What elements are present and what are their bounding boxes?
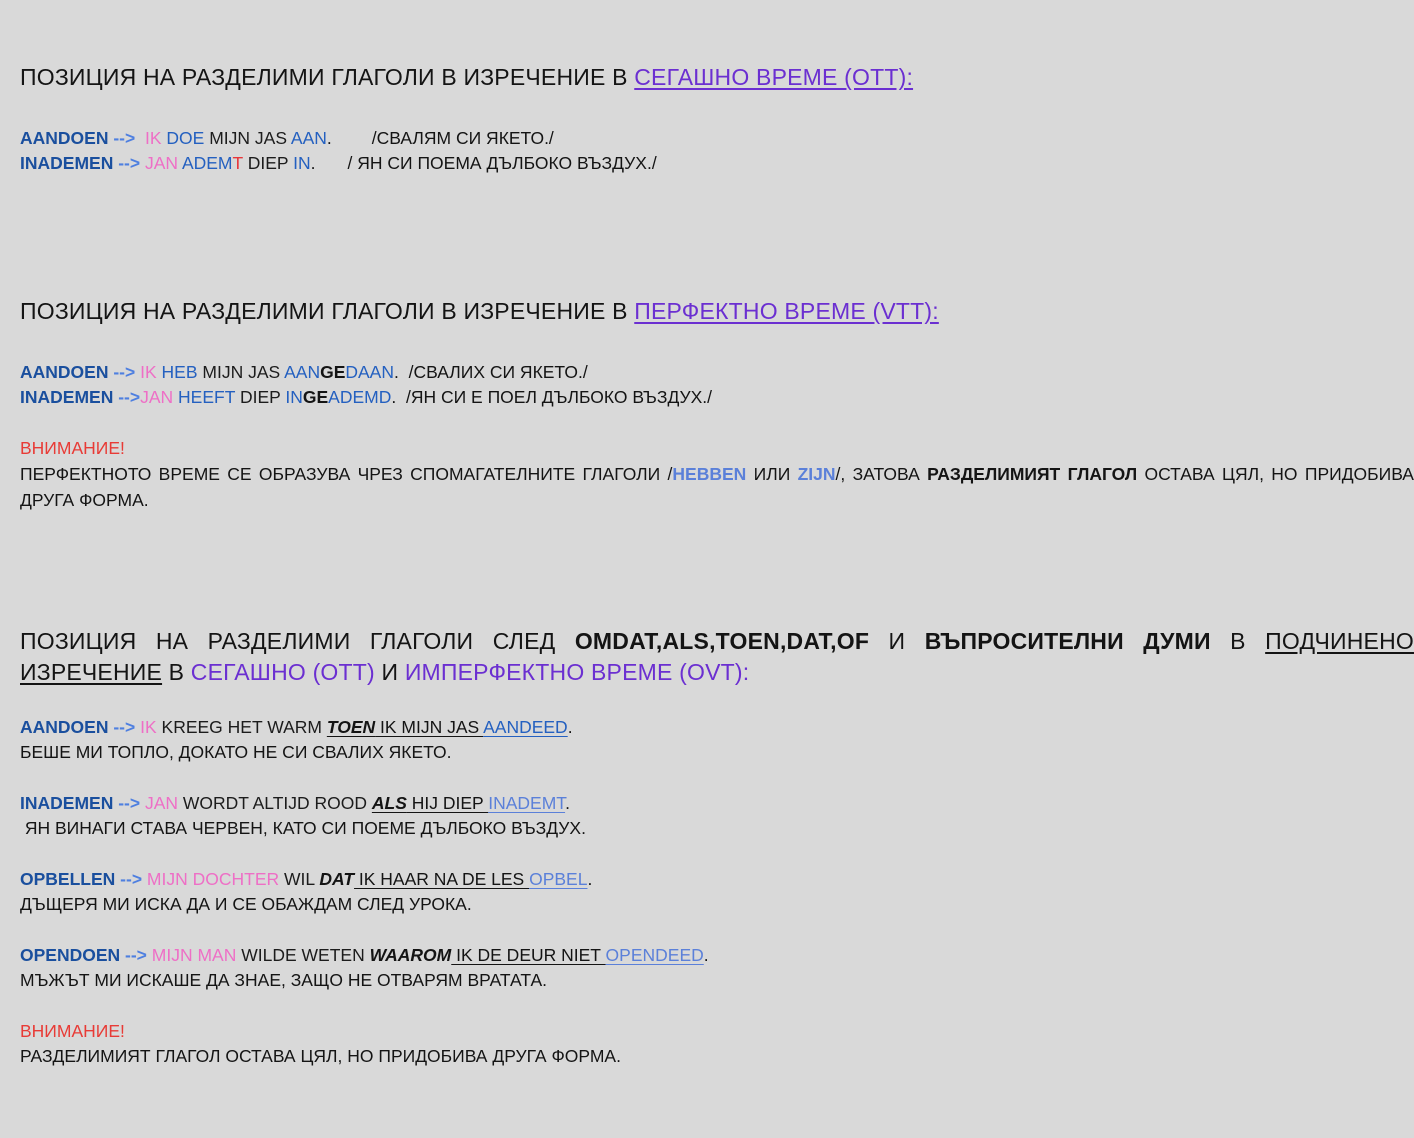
s3-ex2-infinitive: INADEMEN [20,793,114,813]
heading-text: И [374,659,405,685]
conjunction: DAT [319,869,355,889]
s3-translation-2: ЯН ВИНАГИ СТАВА ЧЕРВЕН, КАТО СИ ПОЕМЕ ДЪЛБОКО ВЪЗДУХ. [20,818,586,838]
s3-ex3-infinitive: OPBELLEN [20,869,116,889]
period: . [567,717,573,737]
participle-prefix: IN [285,387,303,407]
participle-ge: GE [320,362,346,382]
conjunction: ALS [371,793,407,813]
arrow: --> [125,945,147,965]
section-2-heading-link[interactable]: ПЕРФЕКТНО ВРЕМЕ (VTT): [634,298,939,324]
subordinate-clause: IK HAAR NA DE LES [354,869,530,889]
translation: /СВАЛИХ СИ ЯКЕТО./ [408,362,588,382]
finite-verb: DOE [166,128,205,148]
heading-text: В [1210,628,1266,654]
middle-words: DIEP [247,153,289,173]
s3-note: РАЗДЕЛИМИЯТ ГЛАГОЛ ОСТАВА ЦЯЛ, НО ПРИДОБИВА ДРУГА ФОРМА. [20,1046,621,1066]
s3-example-2 [20,791,570,816]
participle-prefix: AAN [284,362,321,382]
note-emphasis: РАЗДЕЛИМИЯТ ГЛАГОЛ [927,464,1138,484]
subject: JAN [140,387,174,407]
subject: MIJN DOCHTER [146,869,280,889]
section-1-heading [20,62,913,93]
arrow: --> [118,153,141,173]
present-tense-label: СЕГАШНО (OTT) [190,659,375,685]
heading-text: В [162,659,191,685]
heading-text: ПОЗИЦИЯ НА РАЗДЕЛИМИ ГЛАГОЛИ СЛЕД [20,628,575,654]
aux-zijn: ZIJN [797,464,836,484]
arrow: --> [118,793,141,813]
s3-example-3 [20,867,592,892]
period: . [587,869,593,889]
s1-ex2-infinitive: INADEMEN [20,153,114,173]
heading-text: И [869,628,925,654]
middle-words: MIJN JAS [209,128,287,148]
s3-warning: ВНИМАНИЕ! [20,1021,125,1041]
subordinate-clause-link: ПОДЧИНЕНО ИЗРЕЧЕНИЕ [20,628,1414,685]
separable-verb: OPENDEED [605,945,704,965]
auxiliary-verb: HEB [161,362,198,382]
aux-hebben: HEBBEN [672,464,747,484]
main-clause: WORDT ALTIJD ROOD [182,793,367,813]
subordinate-clause: HIJ DIEP [406,793,489,813]
conjunctions: OMDAT,ALS,TOEN,DAT,OF [574,628,870,654]
subject: JAN [144,153,179,173]
particle: IN [293,153,311,173]
note-text: ОСТАВА ЦЯЛ, НО ПРИДОБИВА ДРУГА ФОРМА. [20,464,1414,510]
translation: / ЯН СИ ПОЕМА ДЪЛБОКО ВЪЗДУХ./ [347,153,657,173]
translation: /ЯН СИ Е ПОЕЛ ДЪЛБОКО ВЪЗДУХ./ [405,387,713,407]
s1-example-1 [20,126,554,151]
arrow: --> [113,717,136,737]
auxiliary-verb: HEEFT [178,387,236,407]
s3-example-1 [20,715,573,740]
participle-ge: GE [302,387,329,407]
s3-ex1-infinitive: AANDOEN [20,717,109,737]
middle-words: DIEP [239,387,281,407]
note-text: /, ЗАТОВА [835,464,928,484]
section-3-heading [20,626,1414,688]
s3-translation-1: БЕШЕ МИ ТОПЛО, ДОКАТО НЕ СИ СВАЛИХ ЯКЕТО. [20,742,452,762]
period: . [326,128,332,148]
s2-warning: ВНИМАНИЕ! [20,438,125,458]
s1-ex1-infinitive: AANDOEN [20,128,109,148]
subordinate-clause: IK MIJN JAS [375,717,484,737]
subject: JAN [144,793,179,813]
arrow: --> [118,387,141,407]
s2-ex2-infinitive: INADEMEN [20,387,114,407]
s2-note [20,461,1414,513]
period: . [394,362,399,382]
arrow: --> [113,128,136,148]
section-1-heading-text: ПОЗИЦИЯ НА РАЗДЕЛИМИ ГЛАГОЛИ В ИЗРЕЧЕНИЕ В [20,64,635,90]
s2-example-2 [20,385,712,410]
separable-verb: OPBEL [529,869,588,889]
arrow: --> [120,869,143,889]
s3-ex4-infinitive: OPENDOEN [20,945,121,965]
subject: MIJN MAN [151,945,237,965]
imperfect-tense-label: ИМПЕРФЕКТНО ВРЕМЕ (OVT): [404,659,750,685]
s2-example-1 [20,360,588,385]
finite-verb-stem: ADEM [181,153,233,173]
section-2-heading [20,296,939,327]
separable-verb: INADEMT [488,793,566,813]
conjunction: WAAROM [369,945,452,965]
subject: IK [140,362,157,382]
s1-example-2 [20,151,657,176]
period: . [565,793,570,813]
question-words: ВЪПРОСИТЕЛНИ ДУМИ [924,628,1211,654]
period: . [391,387,397,407]
note-text: ИЛИ [746,464,798,484]
period: . [703,945,709,965]
subject: IK [144,128,162,148]
s3-translation-3: ДЪЩЕРЯ МИ ИСКА ДА И СЕ ОБАЖДАМ СЛЕД УРОКА. [20,894,472,914]
section-1-heading-link[interactable]: СЕГАШНО ВРЕМЕ (OTT): [634,64,914,90]
conjunction: TOEN [326,717,376,737]
s2-ex1-infinitive: AANDOEN [20,362,109,382]
main-clause: KREEG HET WARM [161,717,322,737]
subject: IK [140,717,157,737]
section-2-heading-text: ПОЗИЦИЯ НА РАЗДЕЛИМИ ГЛАГОЛИ В ИЗРЕЧЕНИЕ В [20,298,635,324]
main-clause: WILDE WETEN [241,945,365,965]
arrow: --> [113,362,136,382]
main-clause: WIL [284,869,315,889]
period: . [310,153,316,173]
subordinate-clause: IK DE DEUR NIET [451,945,606,965]
participle-rest: DAAN [345,362,394,382]
s3-translation-4: МЪЖЪТ МИ ИСКАШЕ ДА ЗНАЕ, ЗАЩО НЕ ОТВАРЯМ ВРАТАТА. [20,970,547,990]
s3-example-4 [20,943,709,968]
separable-verb: AANDEED [483,717,568,737]
finite-verb-ending: T [232,153,243,173]
translation: /СВАЛЯМ СИ ЯКЕТО./ [371,128,554,148]
middle-words: MIJN JAS [202,362,281,382]
participle-rest: ADEMD [328,387,392,407]
particle: AAN [290,128,327,148]
note-text: ПЕРФЕКТНОТО ВРЕМЕ СЕ ОБРАЗУВА ЧРЕЗ СПОМАГАТЕЛНИТЕ ГЛАГОЛИ / [20,464,673,484]
